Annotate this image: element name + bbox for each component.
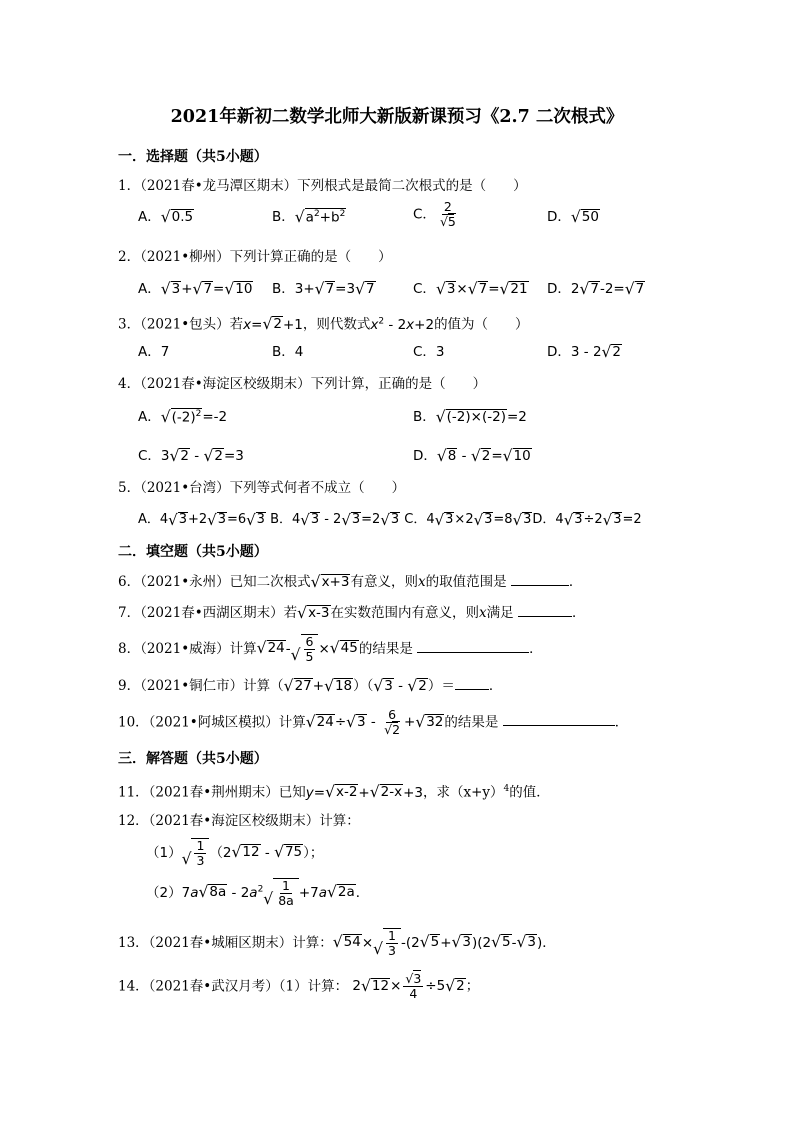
page-title: 2021年新初二数学北师大新版新课预习《2.7 二次根式》 [170,107,624,127]
q4-option-d: D． √ 8 - √ 2 = √ 10 [413,446,531,465]
q2-option-c: C． √ 3 × √ 7 = √ 21 [413,279,528,298]
q4-option-a: A． √ $(-2)^2$ =-2 [138,408,228,427]
q1-option-c: C． $\frac{2}{√5}$ [413,199,456,229]
q5-options: A．4 √ 3 +2 √ 3 =6 √ 3 B．4 √ 3 - 2 √ 3 =2 √ 3 C．4 √ 3 ×2 √ 3 =8 √ 3 D．4 √ 3 ÷2 √ 3 =2 [138,510,642,529]
q2-option-b: B．3+ √ 7 =3 √ 7 [272,279,375,298]
q1-option-d: D． √ 50 [547,207,599,226]
question-3-stem: 3．（2021•包头）若x= √ 2 +1，则代数式$x^2 - 2x+2$的值为（ ） [118,315,529,334]
question-7: 7．（2021春•西湖区期末）若 √ x-3 在实数范围内有意义，则x满足 ． [118,604,586,623]
question-9: 9．（2021•铜仁市）计算（ √ 27 + √ 18 ）（ √ 3 - √ 2 ）＝ ． [118,676,503,695]
q3-option-d: D．3 - 2 √ 2 [547,342,622,361]
question-4-stem: 4．（2021春•海淀区校级期末）下列计算，正确的是（ ） [118,376,487,392]
q2-option-a: A． √ 3 + √ 7 = √ 10 [138,279,253,298]
q4-option-b: B． √ (-2)×(-2) =2 [413,407,527,426]
q4-option-c: C．3 √ 2 - √ 2 =3 [138,446,244,465]
question-10: 10．（2021•阿城区模拟）计算 √ 24 ÷ √ 3 - $\frac{6}{√2}$ + √ 32 的结果是 ． [118,707,629,737]
q1-option-a: A． √ 0.5 [138,207,194,226]
question-14: 14．（2021春•武汉月考）（1）计算： 2 √ 12 × $\frac{√3}{4}$ ÷5 √ 2 ； [118,971,480,1001]
question-11: 11．（2021春•荆州期末）已知y= √ x-2 + √ 2-x +3，求$(x+y)^4$的值． [118,783,550,802]
question-5-stem: 5．（2021•台湾）下列等式何者不成立（ ） [118,480,406,496]
question-2-stem: 2．（2021•柳州）下列计算正确的是（ ） [118,249,392,265]
q1-option-b: B． √ $a^2+b^2$ [272,208,346,227]
q3-option-a: A．7 [138,344,170,360]
question-8: 8．（2021•威海）计算 √ 24 - √ $\frac{6}{5}$ × √ 45 的结果是 ． [118,634,543,664]
q3-option-b: B．4 [272,344,304,360]
section-heading-fill: 二．填空题（共5小题） [118,544,268,560]
question-6: 6．（2021•永州）已知二次根式 √ x+3 有意义，则x的取值范围是 ． [118,573,583,592]
question-12-stem: 12．（2021春•海淀区校级期末）计算： [118,813,360,829]
section-heading-choice: 一．选择题（共5小题） [118,149,268,165]
q12-part-1: （1） √ $\frac{1}{3}$ （2 √ 12 - √ 75 ）； [146,838,324,868]
q12-part-2: （2）7a √ 8a - $2a^2$ √ $\frac{1}{8a}$ +7a √ 2a ． [146,878,370,908]
question-1-stem: 1．（2021春•龙马潭区期末）下列根式是最简二次根式的是（ ） [118,178,527,194]
section-heading-solve: 三．解答题（共5小题） [118,751,268,767]
q3-option-c: C．3 [413,344,445,360]
q2-option-d: D．2 √ 7 -2= √ 7 [547,279,645,298]
question-13: 13．（2021春•城厢区期末）计算： √ 54 × √ $\frac{1}{3}$ -(2 √ 5 + √ 3 )(2 √ 5 - √ 3 )． [118,928,556,958]
